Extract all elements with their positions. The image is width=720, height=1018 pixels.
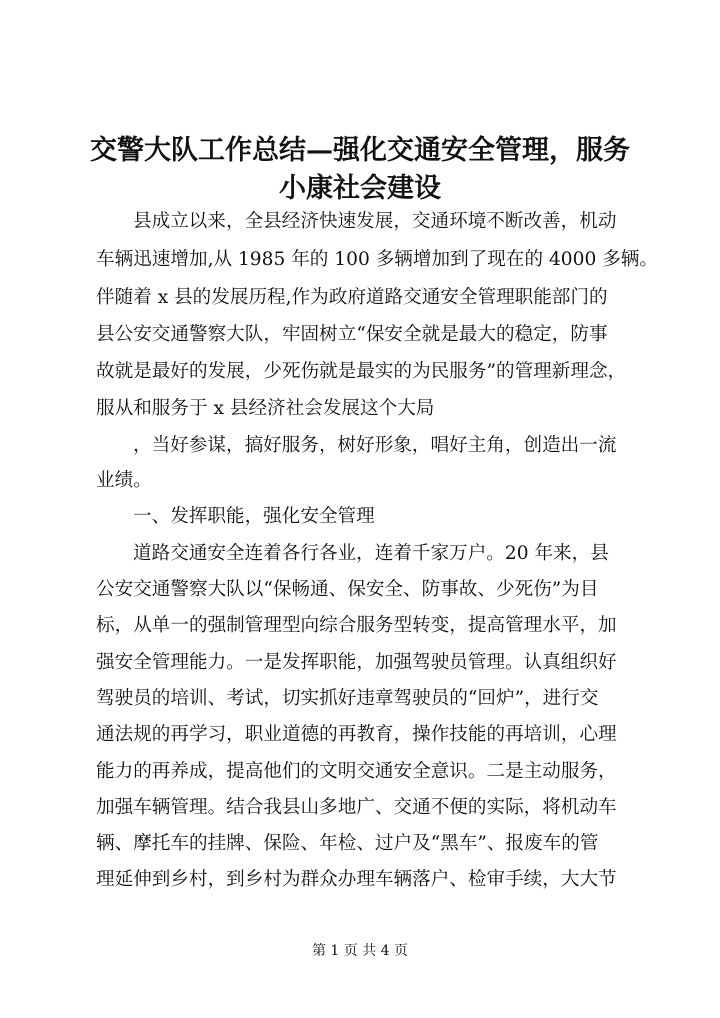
body-line-10: 道路交通安全连着各行各业，连着千家万户。20 年来，县 bbox=[133, 543, 609, 564]
body-line-5: 故就是最好的发展，少死伤就是最实的为民服务”的管理新理念， bbox=[96, 361, 627, 382]
document-title-line-1: 交警大队工作总结—强化交通安全管理，服务 bbox=[90, 135, 630, 166]
body-line-16: 能力的再养成，提高他们的文明交通安全意识。二是主动服务， bbox=[96, 761, 617, 782]
body-line-12: 标，从单一的强制管理型向综合服务型转变，提高管理水平，加 bbox=[96, 615, 617, 636]
body-line-11: 公安交通警察大队以“保畅通、保安全、防事故、少死伤”为目 bbox=[96, 579, 599, 600]
body-line-6: 服从和服务于 x 县经济社会发展这个大局 bbox=[96, 398, 435, 419]
page-footer: 第 1 页 共 4 页 bbox=[311, 943, 409, 959]
body-line-14: 驾驶员的培训、考试，切实抓好违章驾驶员的“回炉”，进行交 bbox=[96, 688, 599, 709]
body-line-19: 理延伸到乡村，到乡村为群众办理车辆落户、检审手续，大大节 bbox=[96, 869, 617, 890]
body-line-13: 强安全管理能力。一是发挥职能，加强驾驶员管理。认真组织好 bbox=[96, 652, 617, 673]
body-line-7: ，当好参谋，搞好服务，树好形象，唱好主角，创造出一流 bbox=[133, 435, 617, 456]
body-line-4: 县公安交通警察大队，牢固树立“保安全就是最大的稳定，防事 bbox=[96, 324, 608, 345]
body-line-17: 加强车辆管理。结合我县山多地广、交通不便的实际，将机动车 bbox=[96, 797, 617, 818]
body-line-15: 通法规的再学习，职业道德的再教育，操作技能的再培训，心理 bbox=[96, 724, 617, 745]
body-line-18: 辆、摩托车的挂牌、保险、年检、过户及“黑车”、报废车的管 bbox=[96, 833, 599, 854]
body-line-8: 业绩。 bbox=[96, 470, 152, 491]
body-line-2: 车辆迅速增加,从 1985 年的 100 多辆增加到了现在的 4000 多辆。 bbox=[96, 249, 658, 270]
body-line-3: 伴随着 x 县的发展历程,作为政府道路交通安全管理职能部门的 bbox=[96, 287, 608, 308]
body-line-1: 县成立以来，全县经济快速发展，交通环境不断改善，机动 bbox=[133, 211, 617, 232]
section-heading: 一、发挥职能，强化安全管理 bbox=[133, 506, 375, 527]
document-title-line-2: 小康社会建设 bbox=[279, 173, 441, 204]
